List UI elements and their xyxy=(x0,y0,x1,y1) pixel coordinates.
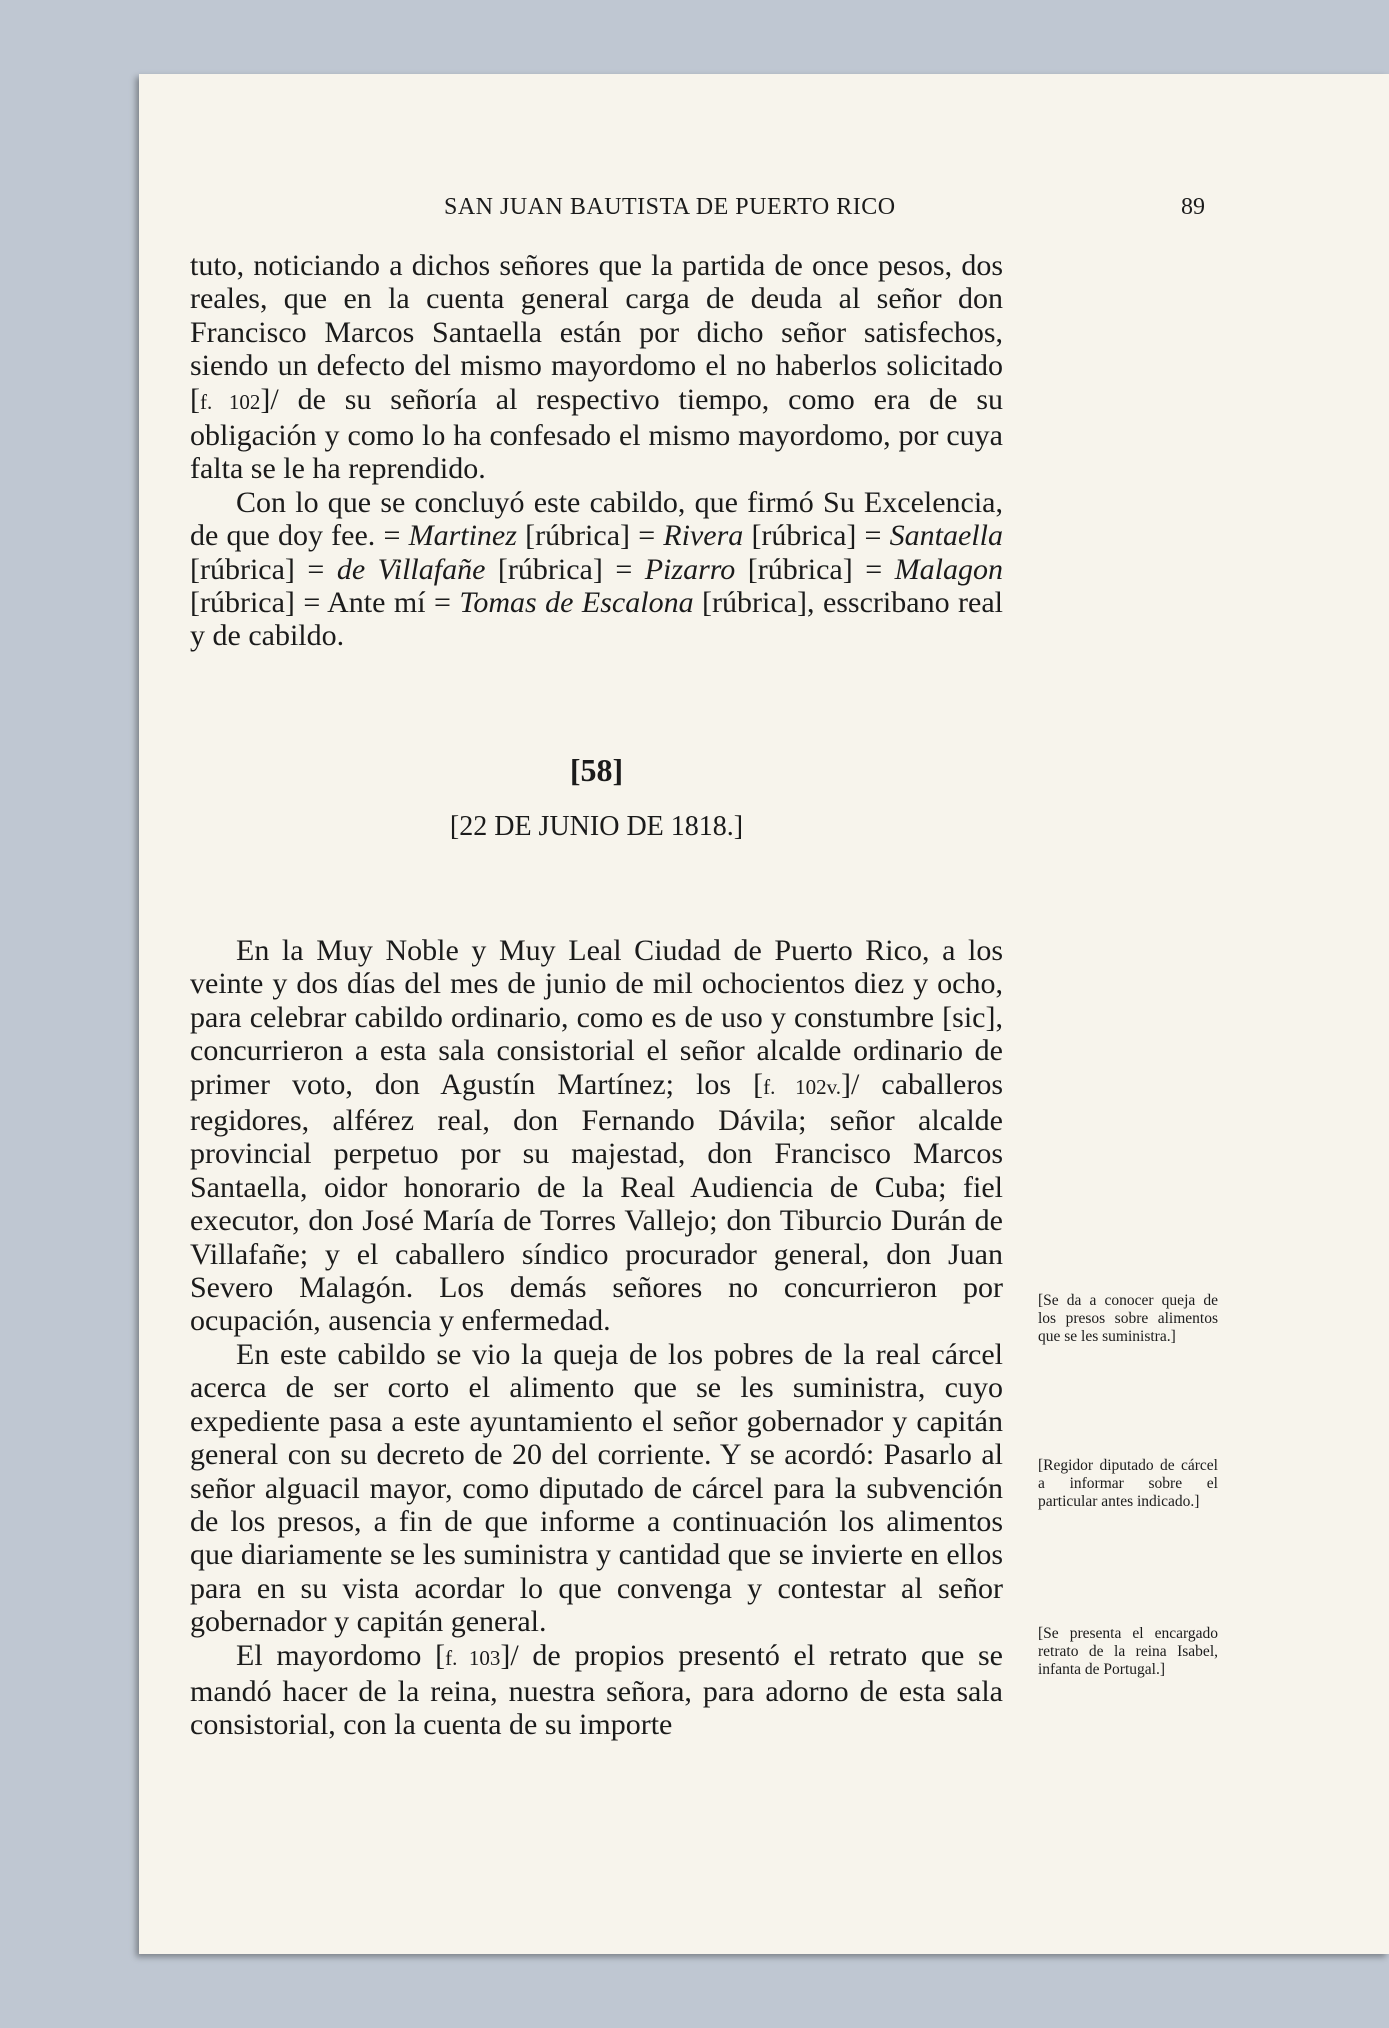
margin-note: [Se presenta el encargado retrato de la reina Isabel, infanta de Portugal.] xyxy=(1038,1625,1218,1678)
text-run: [rúbrica] = xyxy=(735,552,895,586)
document-page xyxy=(139,74,1389,1954)
text-run: tuto, noticiando a dichos señores que la partida de once pesos, dos reales, que en la cuenta general carga de deuda al señor don Francisco Marcos Santaella están por dicho señor satisfechos, siendo un defecto del mismo mayordomo el no haberlos solicitado [ xyxy=(190,249,1003,416)
closing-paragraph xyxy=(190,486,1003,653)
text-run: ]/ caballeros regidores, alférez real, don Fernando Dávila; señor alcalde provincial perpetuo por su majestad, don Francisco Marcos Santaella, oidor honorario de la Real Audiencia de Cuba; fiel executor, don José María de Torres Vallejo; don Tiburcio Durán de Villafañe; y el caballero síndico procurador general, don Juan Severo Malagón. Los demás señores no concurrieron por ocupación, ausencia y enfermedad. xyxy=(190,1067,1003,1338)
text-run: [rúbrica] = xyxy=(190,552,337,586)
folio-marker: f. 102v. xyxy=(763,1074,842,1099)
signature-name: Rivera xyxy=(663,519,744,553)
text-run: [rúbrica] = xyxy=(516,519,664,553)
document-date: [22 DE JUNIO DE 1818.] xyxy=(449,811,744,842)
text-run: ]/ de propios presentó el retrato que se mandó hacer de la reina, nuestra señora, para adorno de esta sala consistorial, con la cuenta de su importe xyxy=(190,1638,1003,1742)
body-paragraph xyxy=(190,934,1003,1338)
document-number: [58] xyxy=(569,752,624,788)
signature-name: Santaella xyxy=(889,519,1003,553)
signature-name: de Villafañe xyxy=(336,552,486,586)
text-run: [rúbrica] = xyxy=(485,552,645,586)
text-run: [rúbrica] = Ante mí = xyxy=(190,586,460,620)
body-paragraph: En este cabildo se vio la queja de los pobres de la real cárcel acerca de ser corto el alimento que se les suministra, cuyo expediente pasa a este ayuntamiento el señor gobernador y capitán general con su decreto de 20 del corriente. Y se acordó: Pasarlo al señor alguacil mayor, como diputado de cárcel para la subvención de los presos, a fin de que informe a continuación los alimentos que diariamente se les suministra y cantidad que se invierte en ellos para en su vista acordar lo que convenga y contestar al señor gobernador y capitán general. xyxy=(190,1337,1003,1639)
signature-name: Martinez xyxy=(408,519,517,553)
continued-text-block xyxy=(190,249,1003,653)
page-number: 89 xyxy=(1181,194,1205,220)
margin-note: [Se da a conocer queja de los presos sobre alimentos que se les suministra.] xyxy=(1038,1292,1218,1345)
text-run: ]/ de su señoría al respectivo tiempo, como era de su obligación y como lo ha confesado el mismo mayordomo, por cuya falta se le ha reprendido. xyxy=(190,382,1003,486)
folio-marker: f. 102 xyxy=(200,389,261,414)
body-paragraph xyxy=(190,1639,1003,1742)
margin-note: [Regidor diputado de cárcel a informar sobre el particular antes indicado.] xyxy=(1038,1457,1218,1510)
continued-paragraph xyxy=(190,249,1003,486)
text-run: Con lo que se concluyó este cabildo, que firmó Su Excelencia, de que doy fee. = xyxy=(190,485,1003,553)
text-run: El mayordomo [ xyxy=(236,1638,446,1672)
signature-name: Tomas de Escalona xyxy=(459,586,694,620)
running-title: SAN JUAN BAUTISTA DE PUERTO RICO xyxy=(444,194,896,220)
text-run: En la Muy Noble y Muy Leal Ciudad de Puerto Rico, a los veinte y dos días del mes de junio de mil ochocientos diez y ocho, para celebrar cabildo ordinario, como es de uso y constumbre [sic], concurrieron a esta sala consistorial el señor alcalde ordinario de primer voto, don Agustín Martínez; los [ xyxy=(190,934,1003,1101)
text-run: [rúbrica], esscribano real y de cabildo. xyxy=(190,586,1003,653)
signature-name: Pizarro xyxy=(644,552,736,586)
text-run: [rúbrica] = xyxy=(743,519,890,553)
document-body xyxy=(190,934,1003,1742)
folio-marker: f. 103 xyxy=(445,1645,501,1670)
signature-name: Malagon xyxy=(894,552,1003,586)
